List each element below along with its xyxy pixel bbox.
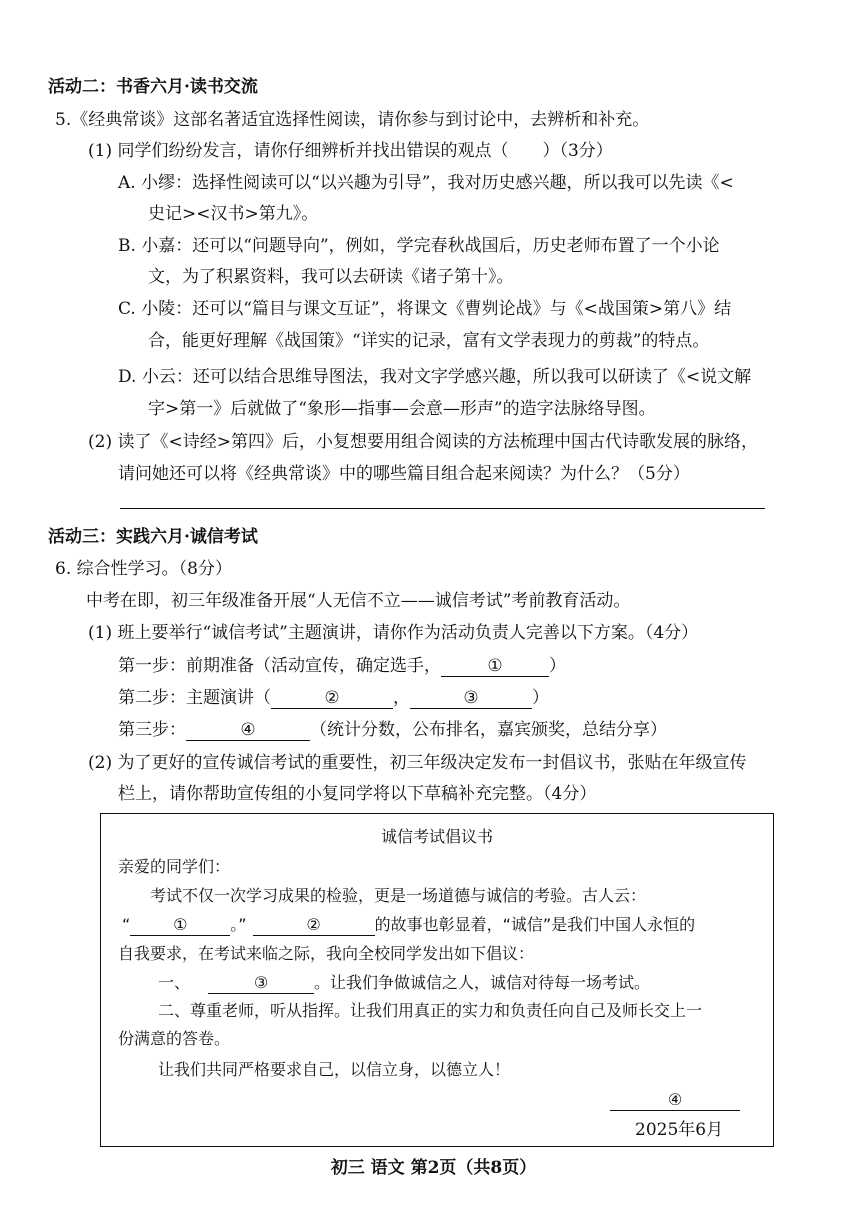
q5-option-b-line1: B. 小嘉：还可以“问题导向”，例如，学完春秋战国后，历史老师布置了一个小论 <box>118 236 720 256</box>
step3 <box>118 718 667 742</box>
q5-option-a-line2: 史记><汉书>第九》。 <box>148 204 319 224</box>
letter-date: 2025年6月 <box>635 1120 724 1140</box>
q5-option-c-line2: 合，能更好理解《战国策》“详实的记录，富有文学表现力的剪裁”的特点。 <box>148 331 710 351</box>
q6-sub2-line1: (2) 为了更好的宣传诚信考试的重要性，初三年级决定发布一封倡议书，张贴在年级宣传 <box>88 753 747 773</box>
q6-sub1: (1) 班上要举行“诚信考试”主题演讲，请你作为活动负责人完善以下方案。（4分） <box>88 623 699 643</box>
q5-sub1: (1) 同学们纷纷发言，请你仔细辨析并找出错误的观点（ ）（3分） <box>88 141 613 161</box>
page-footer: 初三 语文 第2页（共8页） <box>330 1158 537 1178</box>
signature-mark: ④ <box>667 1090 683 1109</box>
q5-stem: 5.《经典常谈》这部名著适宜选择性阅读，请你参与到讨论中，去辨析和补充。 <box>55 110 650 130</box>
open-quote: “ <box>122 915 131 934</box>
letter-item2-line2: 份满意的答卷。 <box>118 1029 231 1048</box>
q5-option-c-line1: C. 小陵：还可以“篇目与课文互证”，将课文《曹刿论战》与《<战国策>第八》结 <box>118 299 732 319</box>
letter-p1-line2 <box>122 913 695 937</box>
blank-2[interactable] <box>271 686 393 709</box>
signature <box>610 1088 740 1112</box>
q5-option-a-line1: A. 小缪：选择性阅读可以“以兴趣为引导”，我对历史感兴趣，所以我可以先读《< <box>118 173 734 193</box>
letter-mark-3: ③ <box>253 973 269 992</box>
q6-intro: 中考在即，初三年级准备开展“人无信不立——诚信考试”考前教育活动。 <box>86 591 631 611</box>
q6-sub2-line2: 栏上，请你帮助宣传组的小复同学将以下草稿补充完整。（4分） <box>118 784 597 804</box>
q5-sub2-line1: (2) 读了《<诗经>第四》后，小复想要用组合阅读的方法梳理中国古代诗歌发展的脉络， <box>88 432 758 452</box>
blank-3[interactable] <box>410 686 532 709</box>
answer-line[interactable] <box>120 508 765 509</box>
q5-option-d-line2: 字>第一》后就做了“象形—指事—会意—形声”的造字法脉络导图。 <box>148 399 656 419</box>
mark-4: ④ <box>240 720 256 740</box>
letter-p1-line3: 自我要求，在考试来临之际，我向全校同学发出如下倡议： <box>118 944 535 963</box>
activity2-title: 活动二：书香六月·读书交流 <box>48 77 258 97</box>
letter-p1-tail: 的故事也彰显着，“诚信”是我们中国人永恒的 <box>374 915 696 934</box>
step2-comma: ， <box>393 688 410 708</box>
blank-1[interactable] <box>441 654 549 677</box>
step2-label: 第二步：主题演讲（ <box>118 688 271 708</box>
step2 <box>118 686 549 710</box>
letter-item2-line1: 二、尊重老师，听从指挥。让我们用真正的实力和负责任向自己及师长交上一 <box>158 1001 703 1020</box>
q5-option-b-line2: 文，为了积累资料，我可以去研读《诸子第十》。 <box>148 267 514 287</box>
signature-blank[interactable] <box>610 1088 740 1111</box>
step1-label: 第一步：前期准备（活动宣传，确定选手， <box>118 656 441 676</box>
q5-option-d-line1: D. 小云：还可以结合思维导图法，我对文字学感兴趣，所以我可以研读了《<说文解 <box>118 367 752 387</box>
letter-title: 诚信考试倡议书 <box>380 827 493 846</box>
step1 <box>118 654 566 678</box>
mark-3: ③ <box>463 688 479 708</box>
mark-2: ② <box>324 688 340 708</box>
letter-closing: 让我们共同严格要求自己，以信立身，以德立人！ <box>158 1060 511 1079</box>
q6-stem: 6. 综合性学习。（8分） <box>55 559 232 579</box>
blank-4[interactable] <box>186 718 310 741</box>
letter-blank-2[interactable] <box>253 913 375 936</box>
activity3-title: 活动三：实践六月·诚信考试 <box>48 527 258 547</box>
item1-number: 一、 <box>158 973 191 992</box>
letter-p1-line1: 考试不仅一次学习成果的检验，更是一场道德与诚信的考验。古人云： <box>150 886 647 905</box>
step2-close: ） <box>532 688 549 708</box>
q5-sub2-line2: 请问她还可以将《经典常谈》中的哪些篇目组合起来阅读？为什么？（5分） <box>118 464 690 484</box>
step3-label: 第三步： <box>118 720 186 740</box>
close-quote: 。” <box>230 915 247 934</box>
letter-mark-2: ② <box>306 915 321 934</box>
item1-text: 。让我们争做诚信之人，诚信对待每一场考试。 <box>314 973 651 992</box>
step3-detail: （统计分数，公布排名，嘉宾颁奖，总结分享） <box>310 720 667 740</box>
step1-close: ） <box>549 656 566 676</box>
mark-1: ① <box>487 656 503 676</box>
letter-mark-1: ① <box>173 915 188 934</box>
letter-blank-3[interactable] <box>208 971 314 994</box>
letter-item1 <box>158 971 650 995</box>
letter-blank-1[interactable] <box>130 913 230 936</box>
letter-greeting: 亲爱的同学们： <box>118 857 231 876</box>
